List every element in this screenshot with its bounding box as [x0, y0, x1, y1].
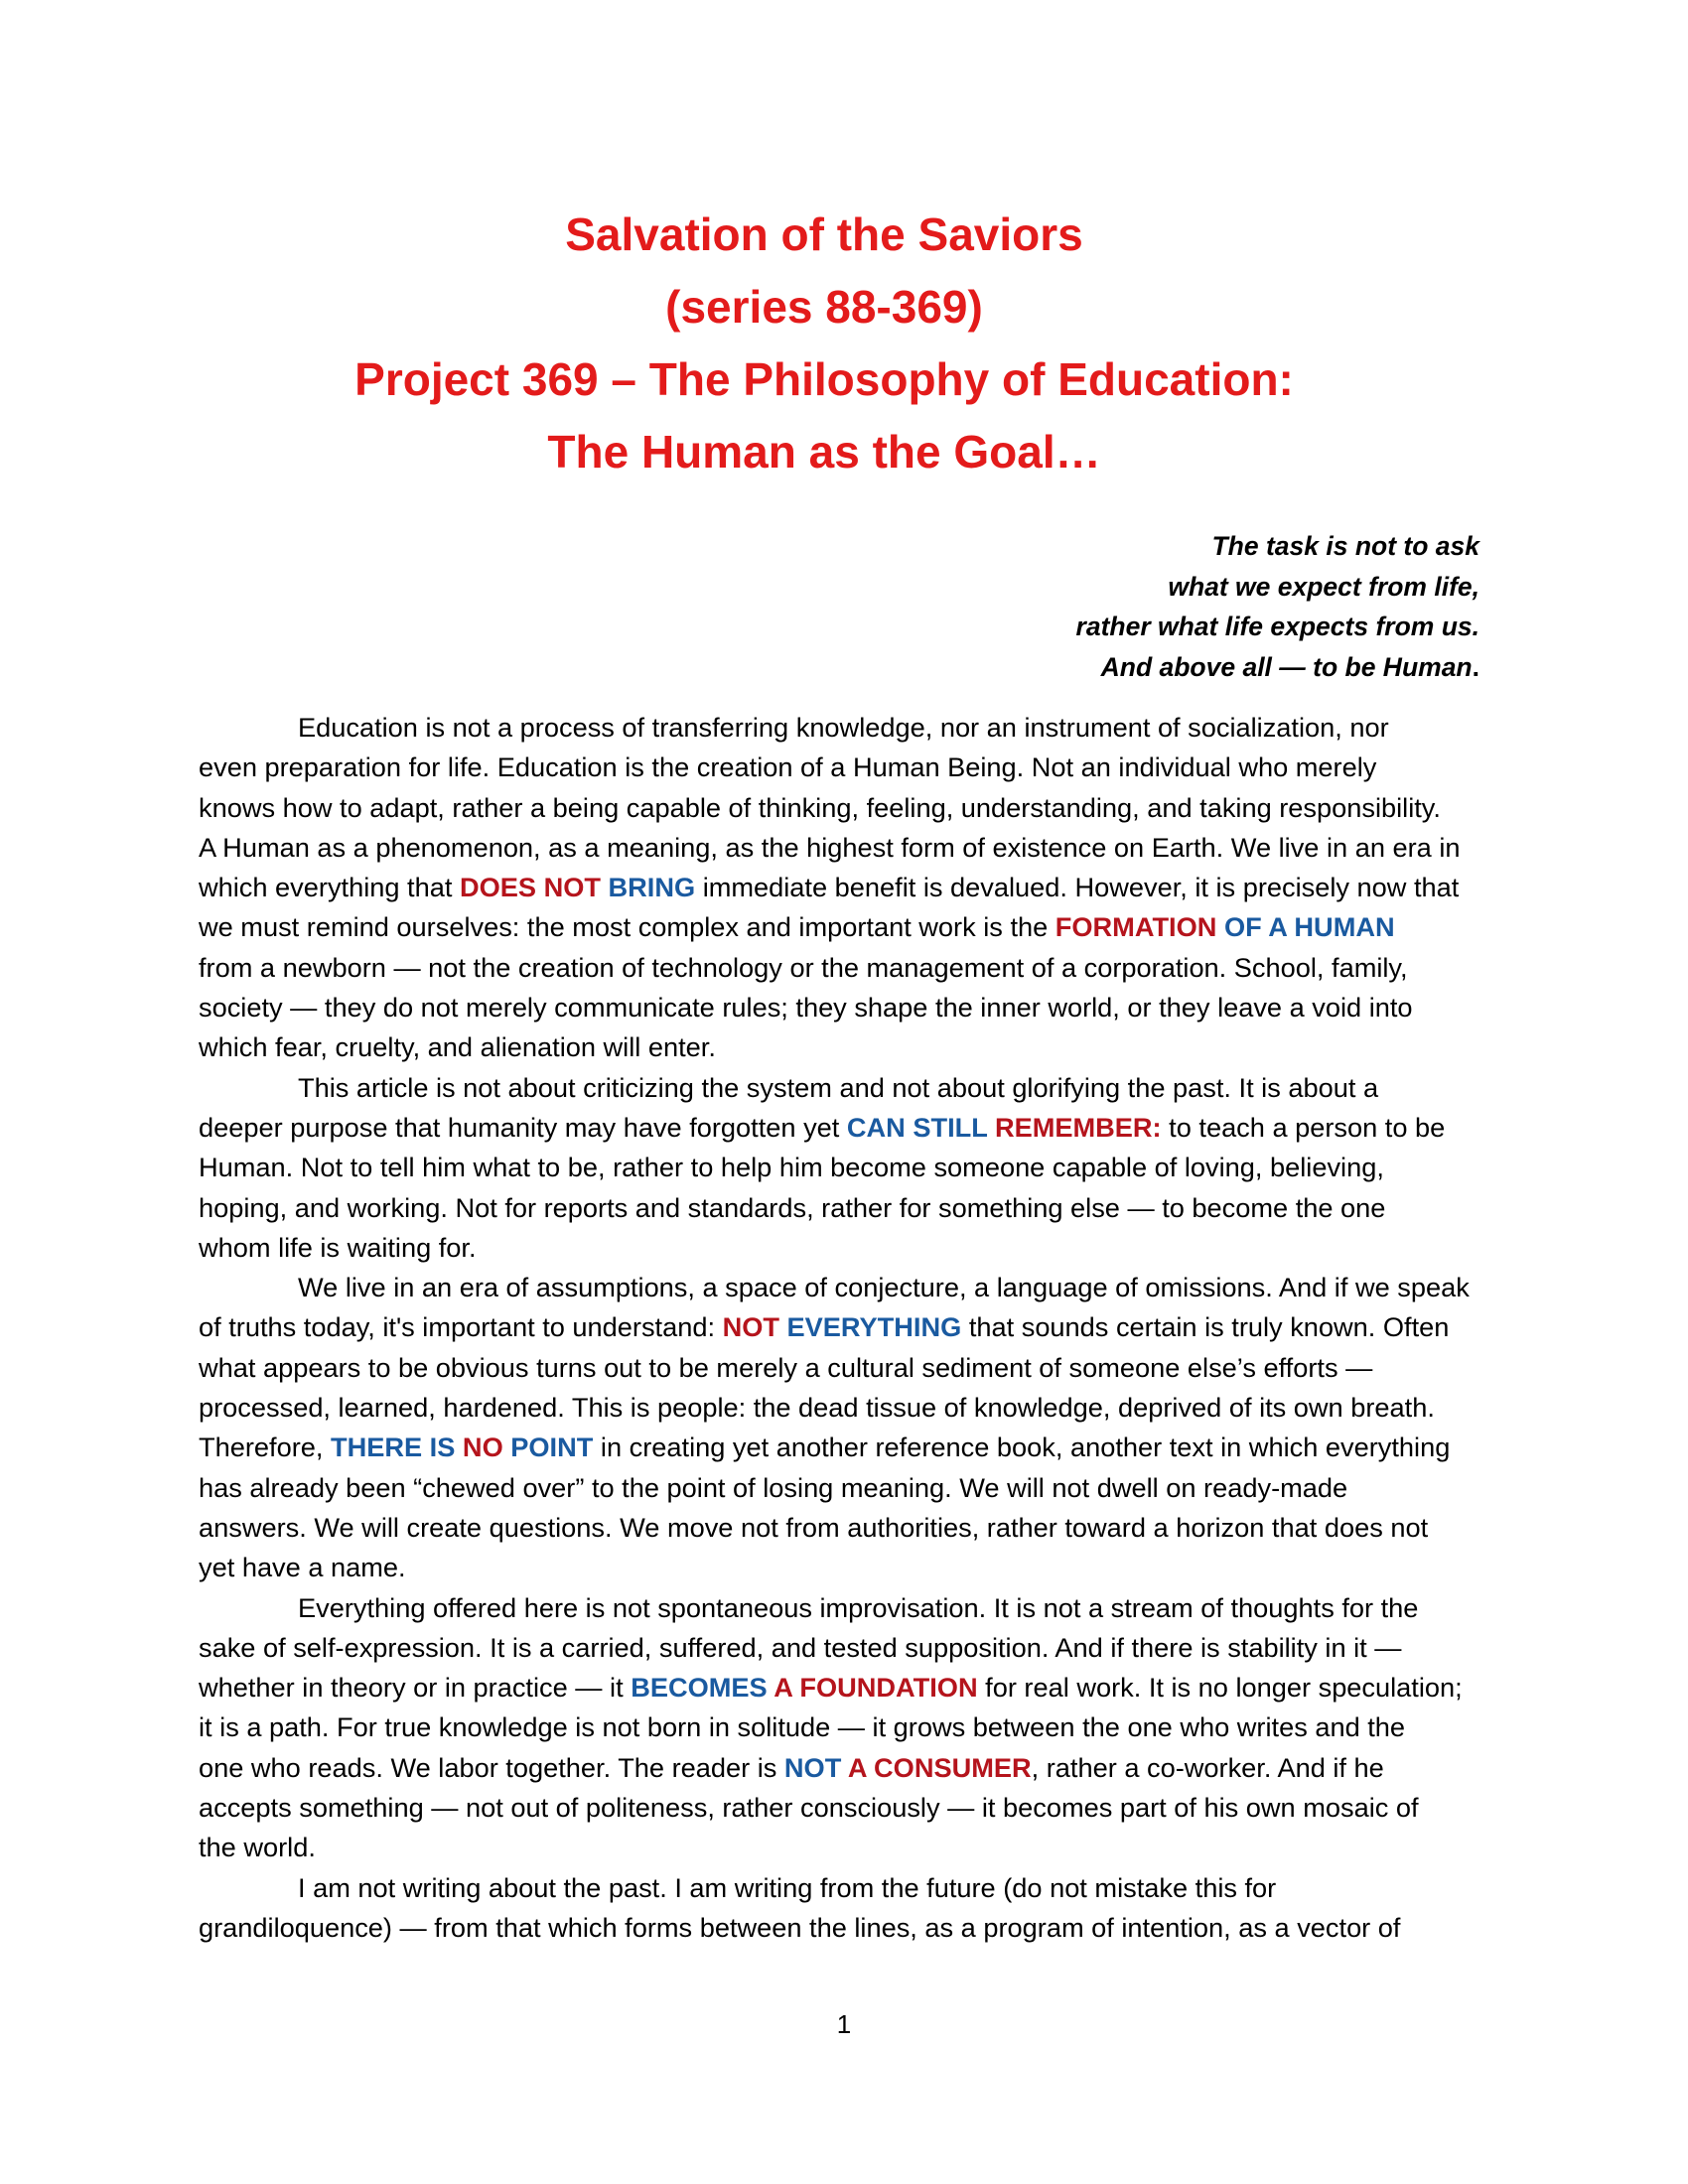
text-run: in creating yet another reference book, another text in which everything — [593, 1432, 1451, 1463]
text-run: of truths today, it's important to understand: — [199, 1311, 723, 1343]
paragraph-4-line-3 — [199, 1668, 1489, 1707]
highlight-red: FORMATION — [1055, 911, 1217, 943]
paragraph-4-line-2: sake of self-expression. It is a carried, suffered, and tested supposition. And if there is stability in it — — [199, 1631, 1402, 1663]
paragraph-1-line-8: society — they do not merely communicate rules; they shape the inner world, or they leave a void into — [199, 992, 1413, 1024]
paragraph-1-line-2: even preparation for life. Education is the creation of a Human Being. Not an individual who merely — [199, 751, 1377, 783]
text-run: we must remind ourselves: the most complex and important work is the — [199, 911, 1055, 943]
paragraph-5-line-2: grandiloquence) — from that which forms between the lines, as a program of intention, as a vector of — [199, 1911, 1401, 1943]
paragraph-3-line-2 — [199, 1307, 1489, 1347]
epigraph-line-4 — [784, 647, 1479, 688]
text-run: , rather a co-worker. And if he — [1031, 1751, 1384, 1783]
paragraph-2-line-3: Human. Not to tell him what to be, rather to help him become someone capable of loving, believing, — [199, 1152, 1384, 1183]
highlight-blue: EVERYTHING — [778, 1311, 962, 1343]
highlight-red: A FOUNDATION — [767, 1672, 978, 1704]
highlight-red: A CONSUMER — [841, 1751, 1032, 1783]
highlight-blue: BRING — [608, 872, 696, 903]
highlight-blue: OF A HUMAN — [1216, 911, 1395, 943]
title-line-2: (series 88-369) — [665, 281, 983, 333]
title-line-1: Salvation of the Saviors — [565, 208, 1083, 260]
body-text — [199, 708, 1489, 1948]
paragraph-2-line-2 — [199, 1108, 1489, 1148]
text-run: to teach a person to be — [1161, 1111, 1446, 1143]
highlight-blue: BECOMES — [631, 1672, 768, 1704]
paragraph-3-line-6: has already been “chewed over” to the point of losing meaning. We will not dwell on ready-made — [199, 1471, 1348, 1503]
page-number: 1 — [836, 2009, 852, 2039]
epigraph-line-2: what we expect from life, — [1168, 571, 1479, 602]
paragraph-1-line-3: knows how to adapt, rather a being capable of thinking, feeling, understanding, and taking responsibility. — [199, 791, 1441, 823]
paragraph-4-line-4: it is a path. For true knowledge is not born in solitude — it grows between the one who writes and the — [199, 1711, 1406, 1743]
highlight-blue: THERE IS — [330, 1432, 456, 1463]
paragraph-1-line-5 — [199, 868, 1489, 907]
text-run: deeper purpose that humanity may have forgotten yet — [199, 1111, 847, 1143]
text-run: immediate benefit is devalued. However, it is precisely now that — [695, 872, 1460, 903]
highlight-blue: CAN STILL — [846, 1111, 988, 1143]
highlight-red: NOT — [722, 1311, 779, 1343]
paragraph-1-line-6 — [199, 907, 1489, 947]
text-run — [601, 872, 609, 902]
paragraph-3-line-8: yet have a name. — [199, 1552, 406, 1583]
highlight-blue: POINT — [502, 1432, 594, 1463]
paragraph-4-line-7: the world. — [199, 1832, 316, 1863]
paragraph-2-line-4: hoping, and working. Not for reports and standards, rather for something else — to become the one — [199, 1191, 1386, 1223]
paragraph-3-line-4: processed, learned, hardened. This is people: the dead tissue of knowledge, deprived of its own breath. — [199, 1392, 1435, 1424]
epigraph — [784, 526, 1479, 687]
paragraph-3-line-7: answers. We will create questions. We move not from authorities, rather toward a horizon that does not — [199, 1511, 1429, 1543]
highlight-red: NO — [455, 1432, 503, 1463]
highlight-blue: NOT — [783, 1751, 842, 1783]
paragraph-5-line-1: I am not writing about the past. I am writing from the future (do not mistake this for — [298, 1871, 1277, 1903]
highlight-red: DOES NOT — [459, 872, 601, 903]
paragraph-3-line-1: We live in an era of assumptions, a space of conjecture, a language of omissions. And if we speak — [298, 1272, 1470, 1303]
text-run: one who reads. We labor together. The reader is — [199, 1751, 784, 1783]
paragraph-4-line-5 — [199, 1748, 1489, 1788]
paragraph-3-line-3: what appears to be obvious turns out to be merely a cultural sediment of someone else’s efforts — — [199, 1351, 1373, 1383]
epigraph-end-period: . — [1472, 651, 1479, 682]
text-run: that sounds certain is truly known. Often — [961, 1311, 1450, 1343]
text-run: Therefore, — [199, 1432, 331, 1463]
paragraph-3-line-5 — [199, 1428, 1489, 1467]
paragraph-1-line-4: A Human as a phenomenon, as a meaning, as the highest form of existence on Earth. We live in an era in — [199, 831, 1461, 863]
title-line-4: The Human as the Goal… — [547, 426, 1101, 478]
document-title — [199, 199, 1450, 488]
text-run: whether in theory or in practice — it — [199, 1672, 632, 1704]
highlight-red: REMEMBER: — [987, 1111, 1162, 1143]
epigraph-line-1: The task is not to ask — [1211, 531, 1479, 561]
epigraph-line-3: rather what life expects from us. — [1075, 612, 1479, 641]
text-run: for real work. It is no longer speculation; — [977, 1672, 1463, 1704]
paragraph-1-line-1: Education is not a process of transferring knowledge, nor an instrument of socialization, nor — [298, 712, 1389, 743]
title-line-3: Project 369 – The Philosophy of Education: — [354, 353, 1294, 405]
text-run: which everything that — [199, 872, 460, 903]
paragraph-4-line-1: Everything offered here is not spontaneous improvisation. It is not a stream of thoughts for the — [298, 1591, 1419, 1623]
paragraph-2-line-1: This article is not about criticizing the system and not about glorifying the past. It is about a — [298, 1071, 1379, 1103]
paragraph-1-line-7: from a newborn — not the creation of technology or the management of a corporation. School, family, — [199, 951, 1408, 983]
epigraph-line-4-text: And above all — to be Human — [1100, 651, 1473, 682]
paragraph-1-line-9: which fear, cruelty, and alienation will enter. — [199, 1031, 716, 1063]
paragraph-4-line-6: accepts something — not out of politeness, rather consciously — it becomes part of his own mosaic of — [199, 1792, 1419, 1824]
paragraph-2-line-5: whom life is waiting for. — [199, 1231, 477, 1263]
